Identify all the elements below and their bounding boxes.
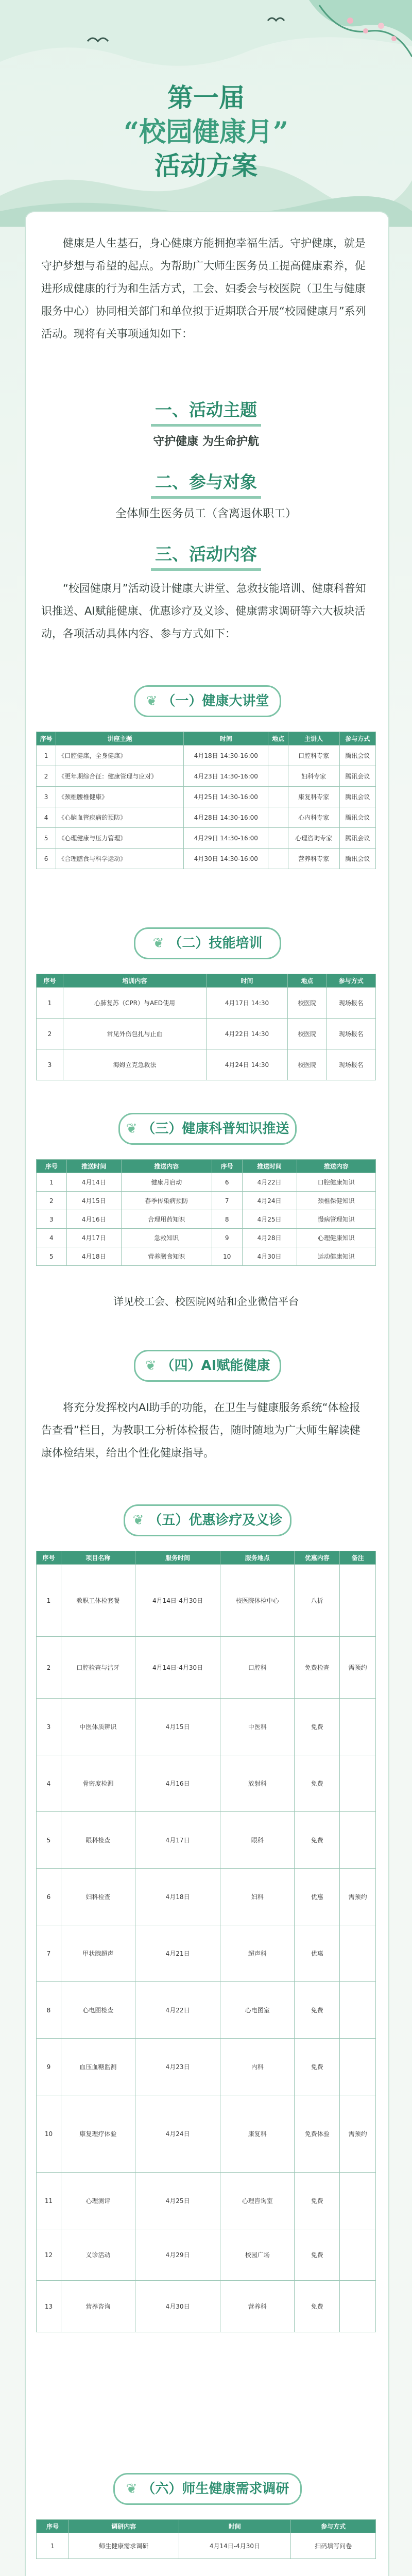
leaf-icon: ❦ <box>132 1513 144 1528</box>
ai-health-block <box>41 1396 371 1464</box>
section-3-block <box>41 577 371 645</box>
table-header-row: 序号 调研内容 时间 参与方式 <box>37 2520 376 2533</box>
table-row: 7 甲状腺超声 4月21日 超声科 优惠 <box>37 1925 376 1982</box>
table-row: 6 《合理膳食与科学运动》 4月30日 14:30-16:00 营养科专家 腾讯会议 <box>37 849 376 869</box>
title-line-1: 第一届 <box>167 82 245 113</box>
table-row: 2 口腔检查与洁牙 4月14日-4月30日 口腔科 免费检查 需预约 <box>37 1637 376 1699</box>
section-1-text: 守护健康 为生命护航 <box>153 435 259 448</box>
title-line-3: 活动方案 <box>154 150 258 181</box>
section-2-text: 全体师生医务员工（含离退休职工） <box>115 507 297 520</box>
table-header-row: 序号 推送时间 推送内容 序号 推送时间 推送内容 <box>37 1160 376 1173</box>
table-row: 3 中医体质辨识 4月15日 中医科 免费 <box>37 1699 376 1755</box>
table-row: 8 心电图检查 4月22日 心电图室 免费 <box>37 1982 376 2039</box>
table-row: 12 义诊活动 4月29日 校园广场 免费 <box>37 2229 376 2281</box>
leaf-icon: ❦ <box>126 2481 138 2497</box>
table-row: 2 《更年期综合征：健康管理与应对》 4月23日 14:30-16:00 妇科专家 腾讯会议 <box>37 766 376 787</box>
table-row: 3 4月16日 合理用药知识 8 4月25日 慢病管理知识 <box>37 1210 376 1229</box>
table-row: 1 教职工体检套餐 4月14日-4月30日 校医院体检中心 八折 <box>37 1565 376 1637</box>
needs-survey-table <box>36 2519 376 2559</box>
pill-discount-clinic: ❦ （五）优惠诊疗及义诊 <box>124 1504 291 1536</box>
pill-science-push: ❦ （三）健康科普知识推送 <box>118 1113 297 1145</box>
table-header-row: 序号 项目名称 服务时间 服务地点 优惠内容 备注 <box>37 1551 376 1565</box>
table-row: 4 4月17日 急救知识 9 4月28日 心理健康知识 <box>37 1229 376 1247</box>
table-row: 2 常见外伤包扎与止血 4月22日 14:30 校医院 现场报名 <box>37 1019 376 1049</box>
table-row: 3 海姆立克急救法 4月24日 14:30 校医院 现场报名 <box>37 1049 376 1080</box>
table-row: 2 4月15日 春季传染病预防 7 4月24日 颈椎保健知识 <box>37 1192 376 1210</box>
leaf-icon: ❦ <box>126 1121 138 1137</box>
table-row: 13 营养咨询 4月30日 营养科 免费 <box>37 2281 376 2332</box>
intro-block <box>41 232 371 345</box>
table-header-row: 序号 讲座主题 时间 地点 主讲人 参与方式 <box>37 732 376 745</box>
table-row: 5 《心理健康与压力管理》 4月29日 14:30-16:00 心理咨询专家 腾讯会议 <box>37 828 376 849</box>
science-push-table <box>36 1159 376 1266</box>
table-row: 10 康复理疗体验 4月24日 康复科 免费体验 需预约 <box>37 2095 376 2173</box>
table-row: 5 眼科检查 4月17日 眼科 免费 <box>37 1812 376 1869</box>
leaf-icon: ❦ <box>152 936 164 951</box>
table-row: 1 4月14日 健康月启动 6 4月22日 口腔健康知识 <box>37 1173 376 1192</box>
table-row: 9 血压血糖监测 4月23日 内科 免费 <box>37 2039 376 2095</box>
table-row: 4 骨密度检测 4月16日 放射科 免费 <box>37 1755 376 1812</box>
table-row: 1 心肺复苏（CPR）与AED使用 4月17日 14:30 校医院 现场报名 <box>37 988 376 1019</box>
ai-health-paragraph: 将充分发挥校内AI助手的功能，在卫生与健康服务系统“体检报告查看”栏目，为教职工分析体检报告，随时随地为广大师生解读健康体检结果，给出个性化健康指导。 <box>41 1401 360 1459</box>
lecture-table <box>36 732 376 869</box>
pill-needs-survey: ❦ （六）师生健康需求调研 <box>113 2473 302 2505</box>
title-line-2: “校园健康月” <box>124 116 288 148</box>
pill-ai-health: ❦ （四）AI赋能健康 <box>134 1350 281 1382</box>
table-row: 3 《颈椎腰椎健康》 4月25日 14:30-16:00 康复科专家 腾讯会议 <box>37 787 376 807</box>
table-row: 5 4月18日 营养膳食知识 10 4月30日 运动健康知识 <box>37 1247 376 1266</box>
pill-lecture: ❦ （一）健康大讲堂 <box>134 685 281 717</box>
section-3-title: 三、活动内容 <box>0 541 412 571</box>
hero-banner <box>0 0 412 227</box>
science-push-note: 详见校工会、校医院网站和企业微信平台 <box>113 1295 299 1308</box>
table-header-row: 序号 培训内容 时间 地点 参与方式 <box>37 974 376 988</box>
pill-training: ❦ （二）技能培训 <box>134 927 281 959</box>
section-2-title: 二、参与对象 <box>0 469 412 499</box>
section-1-title: 一、活动主题 <box>0 397 412 427</box>
table-row: 4 《心脑血管疾病的预防》 4月28日 14:30-16:00 心内科专家 腾讯会议 <box>37 807 376 828</box>
table-row: 6 妇科检查 4月18日 妇科 优惠 需预约 <box>37 1869 376 1925</box>
table-row: 11 心理测评 4月25日 心理咨询室 免费 <box>37 2173 376 2229</box>
intro-paragraph: 健康是人生基石，身心健康方能拥抱幸福生活。守护健康，就是守护梦想与希望的起点。为帮助广大师生医务员工提高健康素养，促进形成健康的行为和生活方式，工会、妇委会与校医院（卫生与健康服务中心）协同相关部门和单位拟于近期联合开展“校园健康月”系列活动。现将有关事项通知如下： <box>41 237 366 340</box>
section-3-paragraph: “校园健康月”活动设计健康大讲堂、急救技能培训、健康科普知识推送、AI赋能健康、优惠诊疗及义诊、健康需求调研等六大板块活动，各项活动具体内容、参与方式如下： <box>41 582 366 640</box>
training-table <box>36 974 376 1080</box>
leaf-icon: ❦ <box>145 1358 157 1374</box>
table-row: 1 师生健康需求调研 4月14日-4月30日 扫码填写问卷 <box>37 2533 376 2559</box>
discount-clinic-table <box>36 1551 376 2332</box>
leaf-icon: ❦ <box>146 693 158 709</box>
table-row: 1 《口腔健康，全身健康》 4月18日 14:30-16:00 口腔科专家 腾讯会议 <box>37 745 376 766</box>
